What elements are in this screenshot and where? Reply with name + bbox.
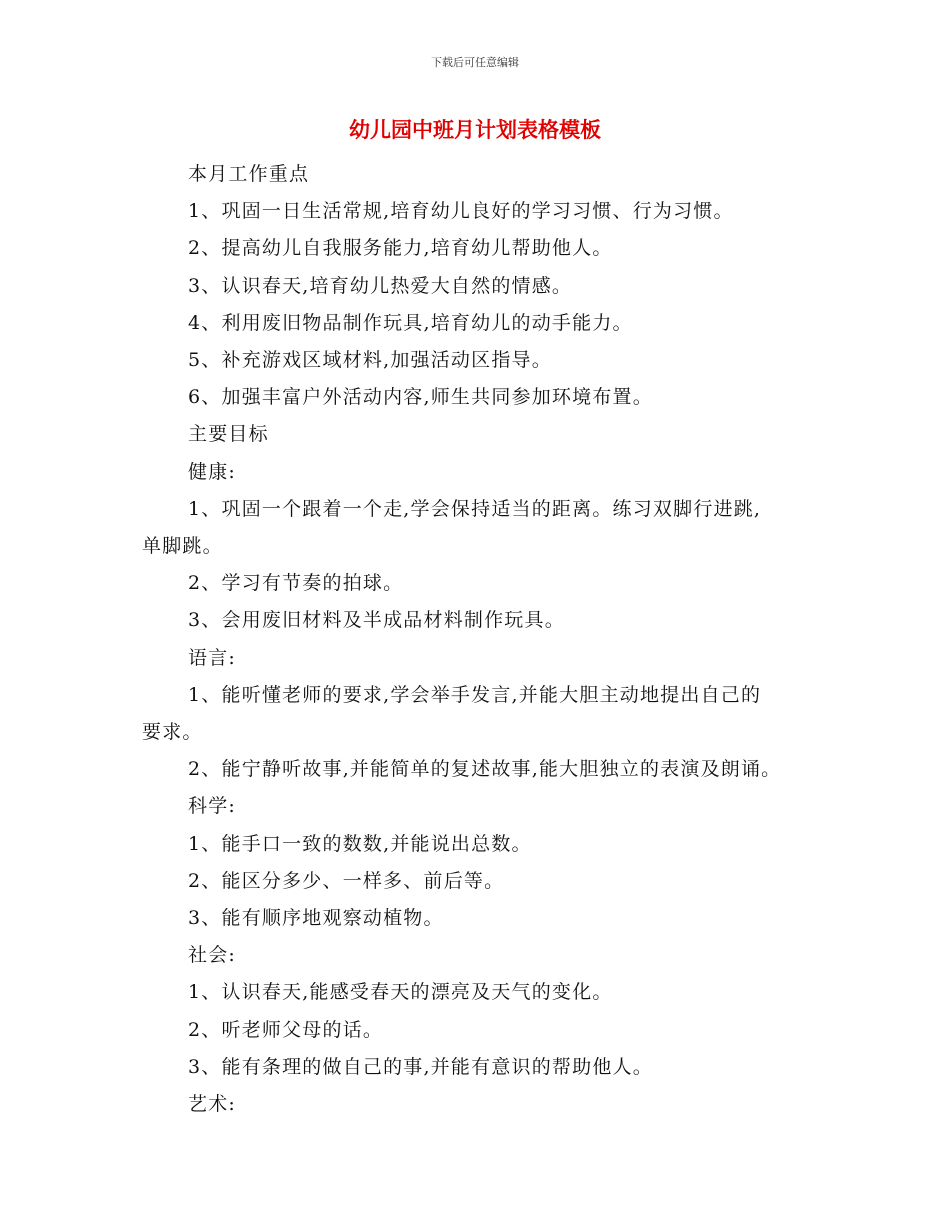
document-body	[142, 156, 814, 1123]
paragraph-line: 6、加强丰富户外活动内容,师生共同参加环境布置。	[188, 386, 653, 409]
paragraph-line: 本月工作重点	[188, 163, 310, 185]
paragraph-line: 2、能宁静听故事,并能简单的复述故事,能大胆独立的表演及朗诵。	[188, 758, 782, 781]
paragraph-line: 3、能有顺序地观察动植物。	[188, 907, 444, 930]
paragraph-line: 科学:	[188, 795, 237, 818]
paragraph-line: 1、巩固一日生活常规,培育幼儿良好的学习习惯、行为习惯。	[188, 200, 734, 223]
paragraph-line: 社会:	[188, 944, 237, 967]
paragraph-line: 单脚跳。	[142, 535, 223, 558]
paragraph-line: 1、能手口一致的数数,并能说出总数。	[188, 832, 532, 855]
paragraph-line: 3、能有条理的做自己的事,并能有意识的帮助他人。	[188, 1055, 653, 1078]
paragraph-line: 语言:	[188, 646, 237, 669]
paragraph-line: 5、补充游戏区域材料,加强活动区指导。	[188, 349, 552, 372]
paragraph-line: 主要目标	[188, 423, 269, 446]
paragraph-line: 4、利用废旧物品制作玩具,培育幼儿的动手能力。	[188, 311, 633, 334]
paragraph-line: 1、能听懂老师的要求,学会举手发言,并能大胆主动地提出自己的	[188, 683, 762, 706]
paragraph-line: 健康:	[188, 460, 237, 483]
paragraph-line: 2、听老师父母的话。	[188, 1018, 384, 1041]
paragraph-line: 2、提高幼儿自我服务能力,培育幼儿帮助他人。	[188, 237, 613, 260]
paragraph-line: 要求。	[142, 721, 203, 744]
paragraph-line: 2、学习有节奏的拍球。	[188, 572, 404, 595]
header-note: 下载后可任意编辑	[431, 56, 519, 69]
paragraph-line: 2、能区分多少、一样多、前后等。	[188, 869, 505, 892]
paragraph-line: 1、认识春天,能感受春天的漂亮及天气的变化。	[188, 981, 613, 1004]
paragraph-line: 1、巩固一个跟着一个走,学会保持适当的距离。练习双脚行进跳,	[188, 497, 762, 520]
document-title: 幼儿园中班月计划表格模板	[349, 118, 601, 142]
paragraph-line: 3、认识春天,培育幼儿热爱大自然的情感。	[188, 274, 573, 297]
paragraph-line: 3、会用废旧材料及半成品材料制作玩具。	[188, 609, 565, 632]
paragraph-line: 艺术:	[188, 1093, 237, 1116]
